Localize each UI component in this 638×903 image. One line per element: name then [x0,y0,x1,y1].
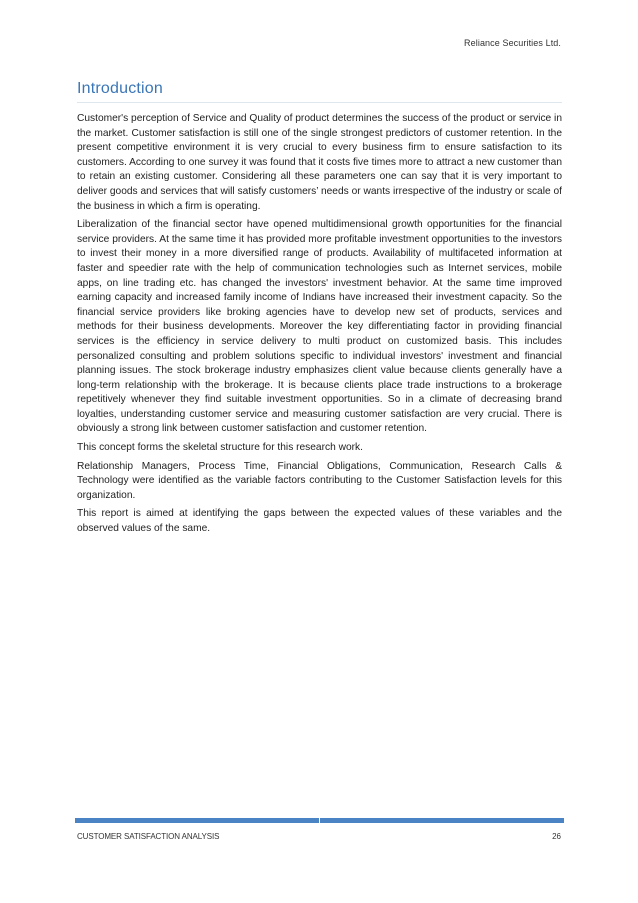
paragraph-report-aim: This report is aimed at identifying the gaps between the expected values of these variables and the observed values of the same. [77,508,562,535]
paragraph-customer-perception: Customer's perception of Service and Quality of product determines the success of the product or service in the market. Customer satisfaction is still one of the single strongest predictors of customer retention. In the present competitive environment it is very crucial to every business firm to ensure satisfaction to its customers. According to one survey it was found that it costs five times more to attract a new customer than to retain an existing customer. Considering all these parameters one can say that it is very important to deliver goods and services that will satisfy customers’ needs or wants irrespective of the industry or scale of the business in which a firm is operating. [77,113,562,212]
paragraph-concept: This concept forms the skeletal structure for this research work. [77,442,363,454]
paragraph-variables: Relationship Managers, Process Time, Financial Obligations, Communication, Research Calls & Technology were identified as the variable factors contributing to the Customer Satisfaction levels for this organization. [77,460,562,501]
footer-divider [75,818,564,823]
body-text [77,112,562,541]
footer-page-number: 26 [552,832,561,841]
footer-divider-left [75,818,319,823]
footer-divider-right [320,818,564,823]
paragraph-liberalization: Liberalization of the financial sector have opened multidimensional growth opportunities for the financial service providers. At the same time it has provided more profitable investment opportunities to the investors to invest their money in a more diversified range of products. Availability of multifaceted information at faster and speedier rate with the help of communication technologies such as Internet services, mobile apps, on line trading etc. has changed the investors' investment behavior. At the same time improved earning capacity and increased family income of Indians have increased their investment capacity. So the financial service providers like broking agencies have to develop new set of products, services and methods for their business developments. Moreover the key differentiating factor in providing financial services is the efficiency in service delivery to multi product on customized basis. This includes personalized consulting and problem solutions specific to individual investors' investment and financial planning issues. The stock brokerage industry emphasizes client value because clients generally have a long-term relationship with the brokerage. It is because clients place trade instructions to a brokerage repetitively whenever they find suitable investment opportunities. So in a climate of decreasing brand loyalties, understanding customer service and measuring customer satisfaction are very crucial. There is obviously a strong link between customer satisfaction and customer retention. [77,219,562,435]
section-title: Introduction [77,80,562,103]
footer-document-title: CUSTOMER SATISFACTION ANALYSIS [77,832,220,841]
header-company-name: Reliance Securities Ltd. [464,38,561,48]
